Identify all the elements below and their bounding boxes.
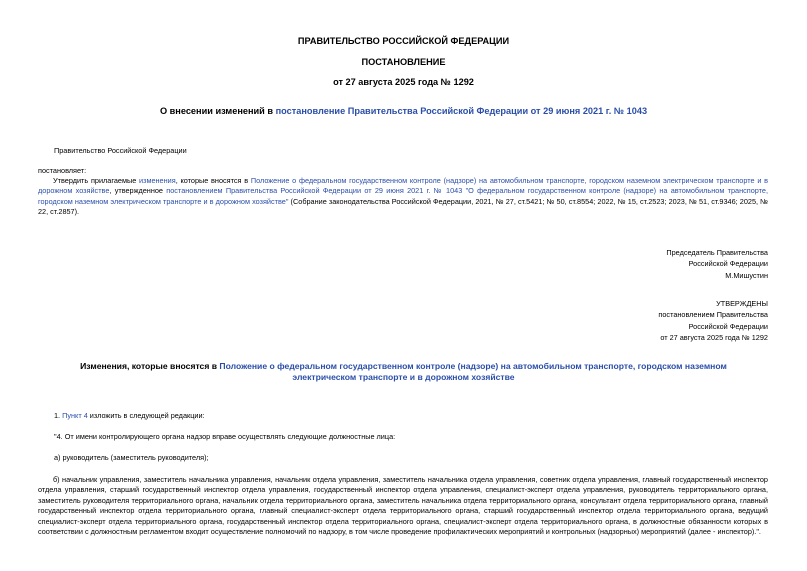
changes-title xyxy=(60,361,747,383)
p1-text-a: Утвердить прилагаемые xyxy=(53,176,140,185)
p1-text-b: , которые вносятся в xyxy=(175,176,251,185)
title-prefix: О внесении изменений в xyxy=(159,106,276,116)
subitem-b: б) начальник управления, заместитель начальника управления, начальник отдела управления, заместитель начальника отдела управления, советник отдела управления, главный государственный инспектор отдела управления, старший государственный инспектор отдела управления, государственный инспектор отдела управления, специалист-эксперт отдела управления, руководитель территориального органа, заместитель руководителя территориального органа, начальник отдела территориального органа, заместитель начальника отдела территориального органа, консультант отдела территориального органа, главный государственный инспектор отдела территориального органа, главный специалист-эксперт отдела территориального органа, старший государственный инспектор отдела территориального органа, ведущий специалист-эксперт отдела территориального органа, государственный инспектор отдела территориального органа, специалист-эксперт отдела территориального органа, в должностные обязанности которых в соответствии с должностным регламентом входит осуществление полномочий по надзору, в том числе проведение профилактических мероприятий и контрольных (надзорных) мероприятий (далее - инспектор).". xyxy=(38,475,768,537)
changes-title-link[interactable]: Положение о федеральном государственном контроле (надзоре) на автомобильном транспорте, городском наземном электрическом транспорте и в дорожном хозяйстве xyxy=(219,361,727,382)
signature-line-3: М.Мишустин xyxy=(725,270,768,280)
title-link[interactable]: постановление Правительства Российской Федерации от 29 июня 2021 г. № 1043 xyxy=(275,106,648,116)
decrees-line: постановляет: xyxy=(38,166,87,175)
approved-line-2: постановлением Правительства xyxy=(658,310,768,320)
document-title xyxy=(0,106,807,116)
quote-point-4: "4. От имени контролирующего органа надзор вправе осуществлять следующие должностные лица: xyxy=(54,432,396,441)
signature-block xyxy=(600,247,768,281)
changes-title-prefix: Изменения, которые вносятся в xyxy=(80,361,220,371)
approved-line-4: от 27 августа 2025 года № 1292 xyxy=(660,332,768,342)
point-4-link[interactable]: Пункт 4 xyxy=(62,411,88,420)
document-type: ПОСТАНОВЛЕНИЕ xyxy=(361,57,446,67)
document-date-number: от 27 августа 2025 года № 1292 xyxy=(333,77,474,87)
resolution-paragraph xyxy=(38,176,768,218)
item-1-rest: изложить в следующей редакции: xyxy=(87,411,205,420)
subitem-a: а) руководитель (заместитель руководителя); xyxy=(54,453,209,462)
approved-block xyxy=(600,298,768,343)
item-1 xyxy=(54,411,205,421)
decree-1043-link[interactable]: постановлением Правительства Российской Федерации от 29 июня 2021 г. № 1043 "О федеральном государственном контроле (надзоре) на автомобильном транспорте, городском наземном электрическом транспорте и в дорожном хозяйстве" xyxy=(38,186,769,206)
signature-line-2: Российской Федерации xyxy=(688,259,768,269)
p1-text-d: (Собрание законодательства Российской Федерации, 2021, № 27, ст.5421; № 50, ст.8554; 2022, № 15, ст.2523; 2023, № 51, ст.9346; 2025, № 22, ст.2857). xyxy=(38,196,768,217)
changes-link[interactable]: изменения xyxy=(139,176,176,185)
regulation-link[interactable]: Положение о федеральном государственном контроле (надзоре) на автомобильном транспорте, городском наземном электрическом транспорте и в дорожном хозяйстве xyxy=(38,176,769,196)
approved-line-3: Российской Федерации xyxy=(688,321,768,331)
signature-line-1: Председатель Правительства xyxy=(666,248,768,257)
approved-line-1: УТВЕРЖДЕНЫ xyxy=(716,299,768,308)
item-1-number: 1. xyxy=(54,411,63,420)
p1-text-c: , утвержденное xyxy=(109,186,167,196)
government-heading: ПРАВИТЕЛЬСТВО РОССИЙСКОЙ ФЕДЕРАЦИИ xyxy=(297,36,510,46)
government-line: Правительство Российской Федерации xyxy=(54,146,187,155)
